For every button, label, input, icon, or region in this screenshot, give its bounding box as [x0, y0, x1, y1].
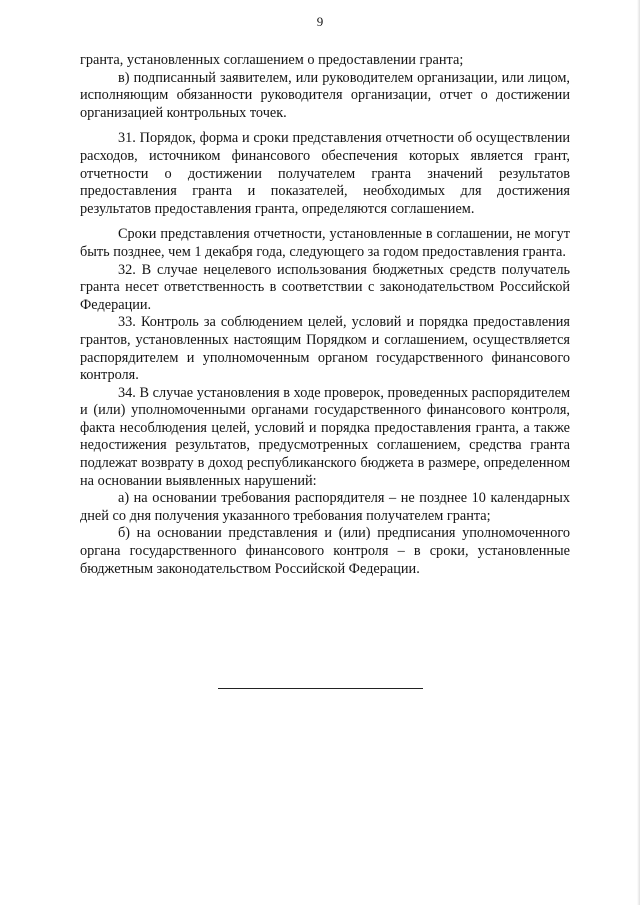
paragraph-32: 32. В случае нецелевого использования бюджетных средств получатель гранта несет ответственность в соответствии с законодательством Российской Федерации.	[80, 261, 570, 313]
paragraph-item-a: а) на основании требования распорядителя – не позднее 10 календарных дней со дня получения указанного требования получателем гранта;	[80, 490, 570, 524]
page-number: 9	[316, 14, 324, 29]
paragraph-continuation: гранта, установленных соглашением о предоставлении гранта;	[80, 52, 464, 68]
closing-rule	[218, 688, 423, 689]
document-body	[80, 52, 570, 578]
paragraph-item-b: б) на основании представления и (или) предписания уполномоченного органа государственного финансового контроля – в сроки, установленные бюджетным законодательством Российской Федерации.	[80, 525, 570, 577]
paragraph-reporting-deadline: Сроки представления отчетности, установленные в соглашении, не могут быть позднее, чем 1 декабря года, следующего за годом предоставления гранта.	[80, 226, 570, 260]
paragraph-31: 31. Порядок, форма и сроки представления отчетности об осуществлении расходов, источником финансового обеспечения которых является грант, отчетности о достижении получателем гранта значений результатов предоставления гранта и показателей, необходимых для достижения результатов предоставления гранта, определяются соглашением.	[80, 130, 570, 217]
paragraph-33: 33. Контроль за соблюдением целей, условий и порядка предоставления грантов, установленных настоящим Порядком и соглашением, осуществляется распорядителем и уполномоченным органом государственного финансового контроля.	[80, 314, 570, 384]
paragraph-item-v: в) подписанный заявителем, или руководителем организации, или лицом, исполняющим обязанности руководителя организации, отчет о достижении организацией контрольных точек.	[80, 69, 570, 121]
paragraph-34: 34. В случае установления в ходе проверок, проведенных распорядителем и (или) уполномоченными органами государственного финансового контроля, факта несоблюдения целей, условий и порядка предоставления гранта, а также недостижения результатов, предусмотренных соглашением, средства гранта подлежат возврату в доход республиканского бюджета в размере, определенном на основании выявленных нарушений:	[80, 384, 570, 489]
